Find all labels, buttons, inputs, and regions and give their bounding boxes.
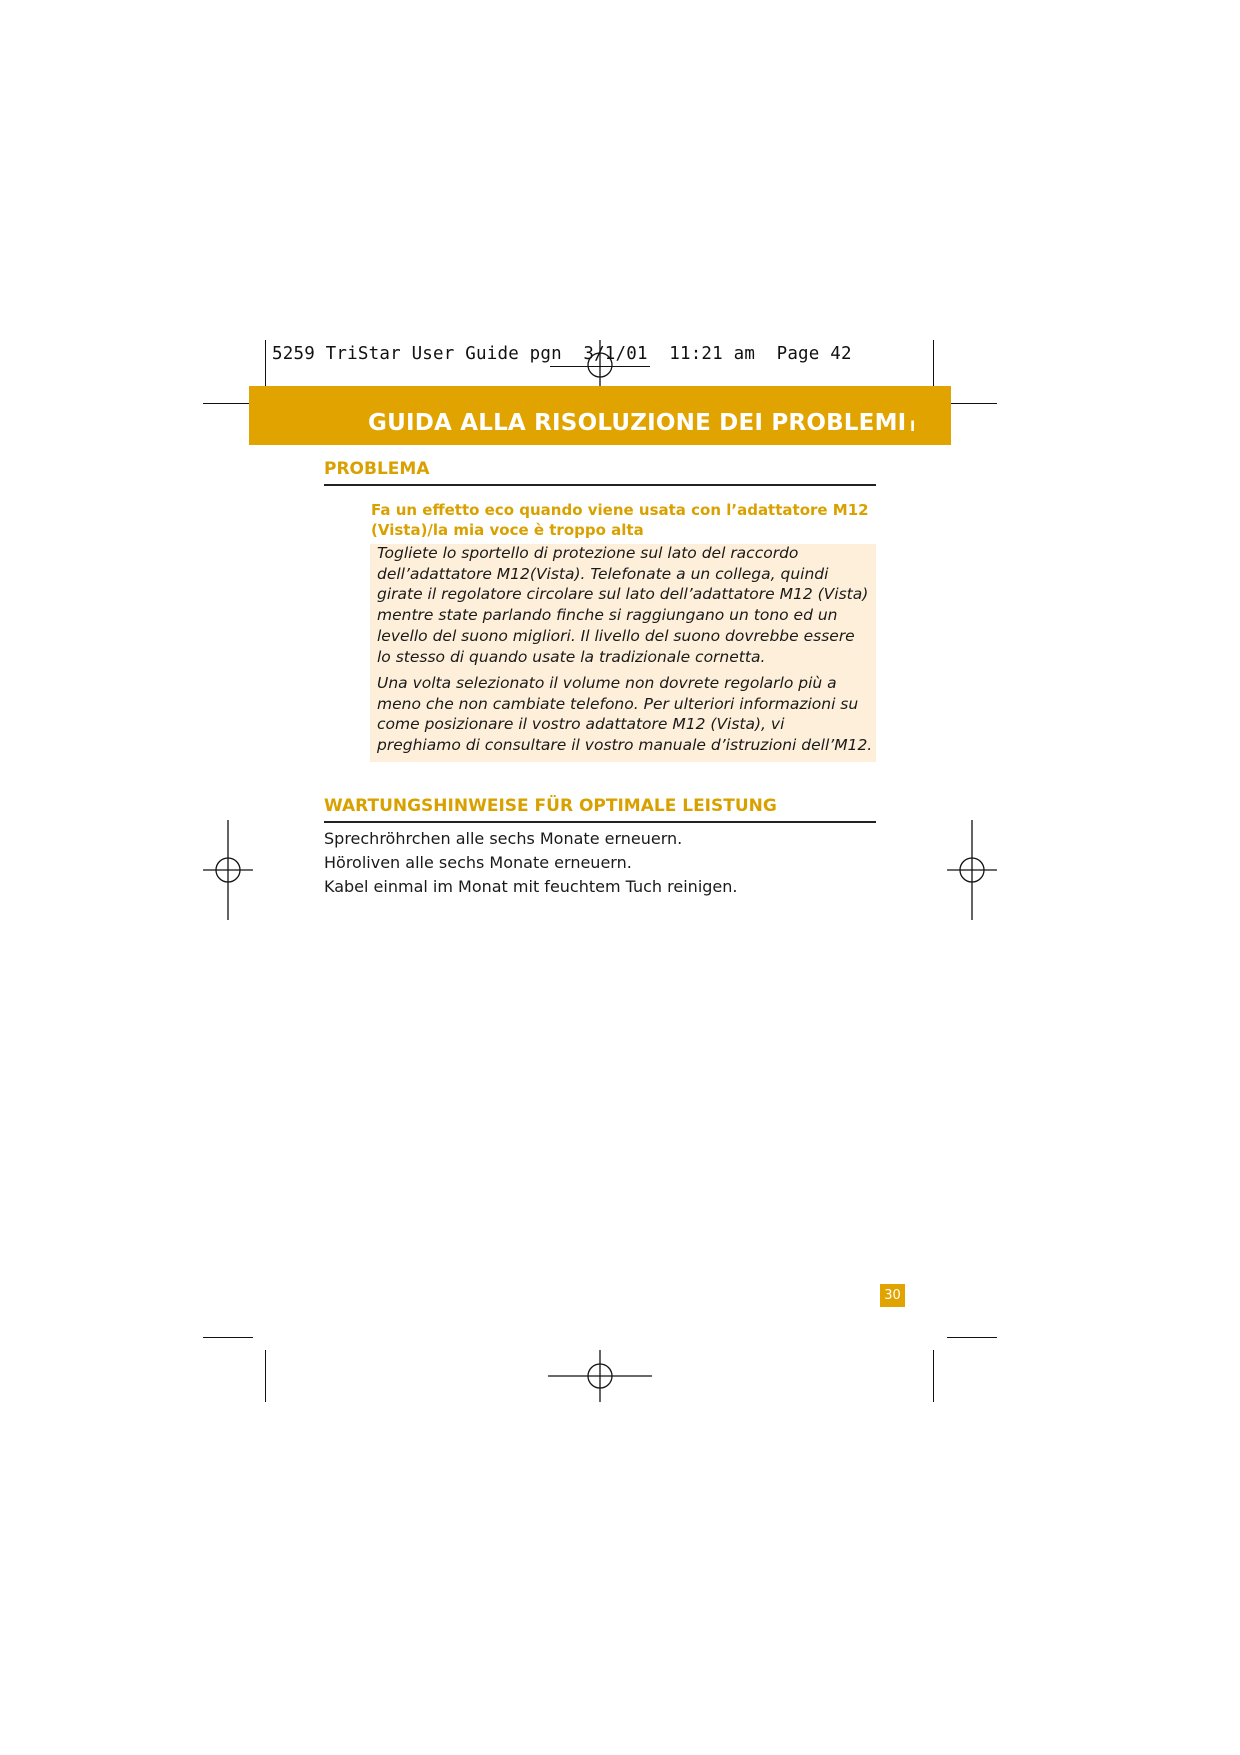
- maintenance-heading-rule: [324, 821, 876, 823]
- crop-mark-bottom-left-horizontal: [203, 1337, 253, 1338]
- maintenance-item: Höroliven alle sechs Monate erneuern.: [324, 853, 632, 872]
- registration-mark-top-icon: [548, 340, 652, 390]
- crop-mark-top-right-vertical: [933, 340, 934, 392]
- crop-mark-bottom-left-vertical: [265, 1350, 266, 1402]
- registration-mark-left-icon: [203, 820, 253, 920]
- maintenance-heading: WARTUNGSHINWEISE FÜR OPTIMALE LEISTUNG: [324, 796, 777, 816]
- maintenance-item: Kabel einmal im Monat mit feuchtem Tuch reinigen.: [324, 877, 738, 896]
- page-title: GUIDA ALLA RISOLUZIONE DEI PROBLEMI: [368, 410, 907, 436]
- answer-paragraph-2: Una volta selezionato il volume non dovrete regolarlo più a meno che non cambiate telefono. Per ulteriori informazioni su come posizionare il vostro adattatore M12 (Vista), vi preghiamo di consultare il vostro manuale d’istruzioni dell’M12.: [377, 674, 873, 755]
- crop-mark-bottom-right-vertical: [933, 1350, 934, 1402]
- page-number: 30: [880, 1284, 905, 1307]
- crop-mark-top-left-horizontal: [203, 403, 253, 404]
- problem-question: Fa un effetto eco quando viene usata con l’adattatore M12 (Vista)/la mia voce è troppo alta: [371, 501, 869, 539]
- answer-paragraph-1: Togliete lo sportello di protezione sul lato del raccordo dell’adattatore M12(Vista). Telefonate a un collega, quindi girate il regolatore circolare sul lato dell’adattatore M12 (Vista) mentre state parlando finche si raggiungano un tono ed un levello del suono migliori. Il livello del suono dovrebbe essere lo stesso di quando usate la tradizionale cornetta.: [377, 544, 869, 666]
- problem-heading: PROBLEMA: [324, 459, 430, 479]
- registration-mark-bottom-icon: [548, 1350, 652, 1402]
- crop-mark-top-left-vertical: [265, 340, 266, 392]
- crop-mark-top-right-horizontal: [947, 403, 997, 404]
- print-slug: 5259 TriStar User Guide pgn 3/1/01 11:21 am Page 42: [272, 344, 852, 364]
- language-tab: I: [910, 419, 916, 435]
- maintenance-item: Sprechröhrchen alle sechs Monate erneuern.: [324, 829, 683, 848]
- problem-heading-rule: [324, 484, 876, 486]
- registration-mark-right-icon: [947, 820, 997, 920]
- crop-mark-bottom-right-horizontal: [947, 1337, 997, 1338]
